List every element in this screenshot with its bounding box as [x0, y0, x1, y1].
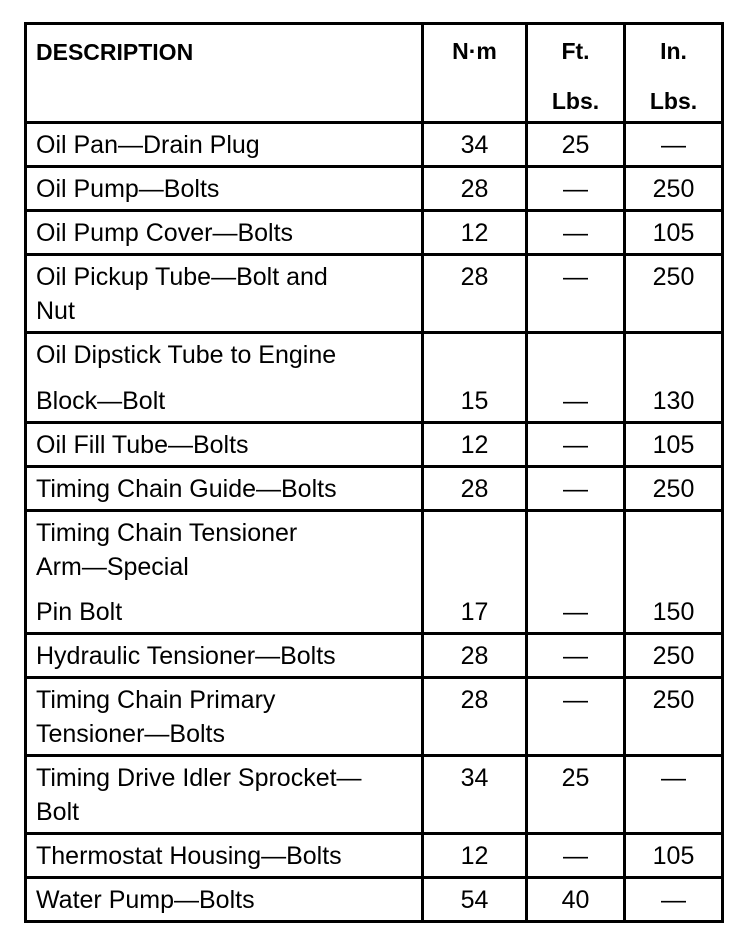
value-in-text: 150 [652, 598, 695, 626]
value-ft-lbs: — [527, 211, 625, 255]
table-row [26, 255, 723, 333]
value-nm [423, 333, 527, 423]
header-ft-label: Ft. [561, 38, 590, 64]
value-in-lbs: — [625, 123, 723, 167]
row-description [26, 123, 423, 167]
row-description [26, 756, 423, 834]
description-line: Timing Drive Idler Sprocket— [36, 764, 362, 792]
value-nm: 28 [423, 467, 527, 511]
value-nm: 12 [423, 834, 527, 878]
row-description [26, 423, 423, 467]
value-nm-text: 17 [460, 598, 489, 626]
value-in-lbs [625, 511, 723, 634]
row-description [26, 834, 423, 878]
table-row [26, 467, 723, 511]
table-row [26, 123, 723, 167]
description-line: Oil Dipstick Tube to Engine [36, 341, 337, 369]
value-nm: 12 [423, 423, 527, 467]
value-in-lbs: 250 [625, 167, 723, 211]
value-nm: 12 [423, 211, 527, 255]
value-ft-lbs: — [527, 255, 625, 333]
description-line: Tensioner—Bolts [36, 720, 225, 748]
value-ft-lbs: 40 [527, 878, 625, 922]
description-line: Water Pump—Bolts [36, 886, 255, 914]
value-in-lbs: 105 [625, 211, 723, 255]
header-in-lbs [625, 24, 723, 123]
value-ft-lbs: 25 [527, 123, 625, 167]
description-line: Timing Chain Guide—Bolts [36, 475, 337, 503]
value-in-lbs: 250 [625, 678, 723, 756]
row-description [26, 634, 423, 678]
value-in-text: 130 [652, 387, 695, 415]
value-in-lbs: — [625, 756, 723, 834]
row-description [26, 467, 423, 511]
value-in-lbs: 250 [625, 255, 723, 333]
torque-spec-table [24, 22, 724, 923]
description-line: Oil Pump Cover—Bolts [36, 219, 294, 247]
header-description: DESCRIPTION [26, 24, 423, 123]
header-ft-lbs [527, 24, 625, 123]
row-description [26, 255, 423, 333]
value-in-lbs: 105 [625, 423, 723, 467]
value-in-lbs: 250 [625, 634, 723, 678]
value-in-lbs: 250 [625, 467, 723, 511]
description-line: Timing Chain Primary [36, 686, 276, 714]
table-row [26, 211, 723, 255]
header-nm-label: N·m [452, 38, 497, 64]
description-line: Bolt [36, 798, 80, 826]
description-line: Block—Bolt [36, 387, 166, 415]
description-line: Thermostat Housing—Bolts [36, 842, 342, 870]
table-row [26, 511, 723, 634]
header-ft-lbs-label: Lbs. [551, 88, 600, 114]
header-in-lbs-label: Lbs. [649, 88, 698, 114]
row-description [26, 211, 423, 255]
row-description [26, 678, 423, 756]
description-line: Oil Pickup Tube—Bolt and [36, 263, 328, 291]
value-nm [423, 511, 527, 634]
description-line: Hydraulic Tensioner—Bolts [36, 642, 336, 670]
value-ft-text: — [563, 598, 588, 626]
row-description [26, 878, 423, 922]
row-description [26, 167, 423, 211]
value-nm: 28 [423, 634, 527, 678]
table-row [26, 678, 723, 756]
value-ft-lbs: — [527, 634, 625, 678]
value-nm: 28 [423, 255, 527, 333]
header-nm [423, 24, 527, 123]
description-line: Oil Fill Tube—Bolts [36, 431, 249, 459]
value-ft-lbs: — [527, 678, 625, 756]
value-in-lbs: 105 [625, 834, 723, 878]
value-ft-lbs [527, 333, 625, 423]
value-ft-lbs: 25 [527, 756, 625, 834]
header-in-label: In. [660, 38, 687, 64]
description-line: Oil Pump—Bolts [36, 175, 220, 203]
value-nm: 54 [423, 878, 527, 922]
value-ft-lbs: — [527, 423, 625, 467]
value-in-lbs [625, 333, 723, 423]
table-row [26, 834, 723, 878]
value-ft-text: — [563, 387, 588, 415]
table-row [26, 423, 723, 467]
value-nm: 34 [423, 756, 527, 834]
description-line: Timing Chain Tensioner [36, 519, 298, 547]
value-ft-lbs [527, 511, 625, 634]
table-row [26, 756, 723, 834]
row-description [26, 333, 423, 423]
value-nm: 28 [423, 167, 527, 211]
table-row [26, 333, 723, 423]
table-row [26, 634, 723, 678]
value-nm-text: 15 [460, 387, 489, 415]
description-line: Arm—Special [36, 553, 189, 581]
description-line: Oil Pan—Drain Plug [36, 131, 260, 159]
value-ft-lbs: — [527, 467, 625, 511]
row-description [26, 511, 423, 634]
value-nm: 34 [423, 123, 527, 167]
value-nm: 28 [423, 678, 527, 756]
value-ft-lbs: — [527, 834, 625, 878]
table-row [26, 878, 723, 922]
value-in-lbs: — [625, 878, 723, 922]
table-row [26, 167, 723, 211]
description-line: Nut [36, 297, 75, 325]
header-row [26, 24, 723, 123]
description-line: Pin Bolt [36, 598, 123, 626]
value-ft-lbs: — [527, 167, 625, 211]
